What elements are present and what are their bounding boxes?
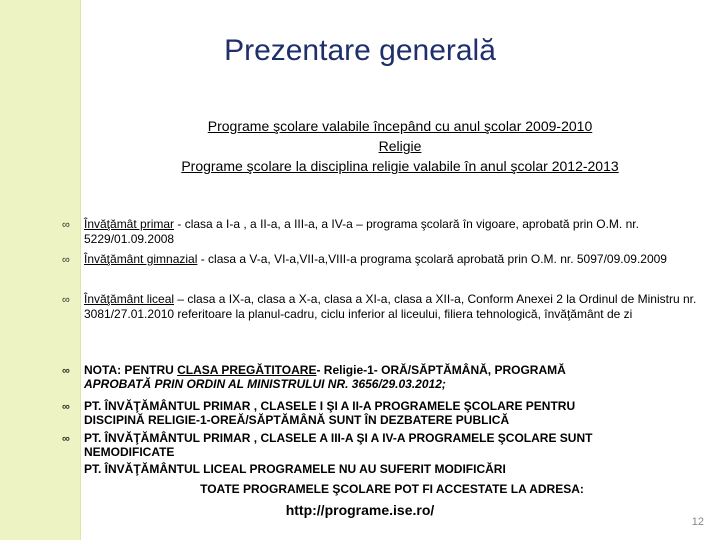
note2-line2: DISCIPINĂ RELIGIE-1-OREĂ/SĂPTĂMÂNĂ SUNT ÎN DEZBATERE PUBLICĂ: [84, 413, 510, 427]
note2-line1: PT. ÎNVĂŢĂMÂNTUL PRIMAR , CLASELE I ŞI A II-A PROGRAMELE ŞCOLARE PENTRU: [84, 399, 576, 413]
note1-prefix: NOTA: PENTRU: [84, 363, 178, 377]
left-accent-panel: [0, 0, 81, 540]
note1-underlined[interactable]: CLASA PREGĂTITOARE: [177, 363, 317, 377]
bullet-icon: ∞: [62, 433, 70, 445]
list-item-liceal: [62, 292, 720, 322]
note-access-address: TOATE PROGRAMELE ŞCOLARE POT FI ACCESTATE LA ADRESA:: [200, 482, 584, 496]
bullet-icon: ∞: [62, 401, 70, 413]
headings-block: [90, 116, 710, 176]
note1-order: APROBATĂ PRIN ORDIN AL MINISTRULUI NR. 3656/29.03.2012;: [84, 377, 446, 391]
note-primar-i-ii: [62, 399, 714, 427]
bullet-icon: ∞: [62, 365, 70, 377]
note-primar-iii-iv: [62, 431, 714, 459]
item-text-liceal: – clasa a IX-a, clasa a X-a, clasa a XI-a, clasa a XII-a, Conform Anexei 2 la Ordinul de Ministru nr. 3081/27.01.2010 referitoare la planul-cadru, ciclu inferior al liceului, filiera tehnologică, învăţământ de zi: [84, 292, 697, 321]
list-item-primar: [62, 217, 720, 247]
list-item-gimnazial: [62, 252, 720, 267]
programs-url-link[interactable]: http://programe.ise.ro/: [285, 502, 435, 518]
note-clasa-pregatitoare: [62, 363, 714, 391]
note3-line1: PT. ÎNVĂŢĂMÂNTUL PRIMAR , CLASELE A III-A ŞI A IV-A PROGRAMELE ŞCOLARE SUNT: [84, 431, 593, 445]
note3-line2: NEMODIFICATE: [84, 445, 175, 459]
page-number: 12: [691, 516, 704, 528]
heading-programs-2009[interactable]: Programe şcolare valabile începând cu anul şcolar 2009-2010: [207, 118, 593, 134]
slide-title: Prezentare generală: [224, 34, 496, 67]
note1-suffix: - Religie-1- ORĂ/SĂPTĂMÂNĂ, PROGRAMĂ: [316, 363, 566, 377]
item-lead-gimnazial[interactable]: Învăţământ gimnazial: [84, 252, 198, 266]
bullet-icon: ∞: [62, 254, 70, 266]
item-text-primar: - clasa a I-a , a II-a, a III-a, a IV-a – programa şcolară în vigoare, aprobată prin O.M. nr. 5229/01.09.2008: [84, 217, 639, 246]
bullet-icon: ∞: [62, 219, 70, 231]
item-text-gimnazial: - clasa a V-a, VI-a,VII-a,VIII-a programa şcolară aprobată prin O.M. nr. 5097/09.09.2009: [197, 252, 667, 266]
note-liceal: PT. ÎNVĂŢĂMÂNTUL LICEAL PROGRAMELE NU AU SUFERIT MODIFICĂRI: [84, 462, 506, 476]
heading-programs-2012[interactable]: Programe şcolare la disciplina religie valabile în anul şcolar 2012-2013: [181, 158, 619, 174]
bullet-icon: ∞: [62, 294, 70, 306]
heading-religie[interactable]: Religie: [378, 138, 422, 154]
item-lead-liceal[interactable]: Învăţământ liceal: [84, 292, 175, 306]
item-lead-primar[interactable]: Învăţămât primar: [84, 217, 175, 231]
